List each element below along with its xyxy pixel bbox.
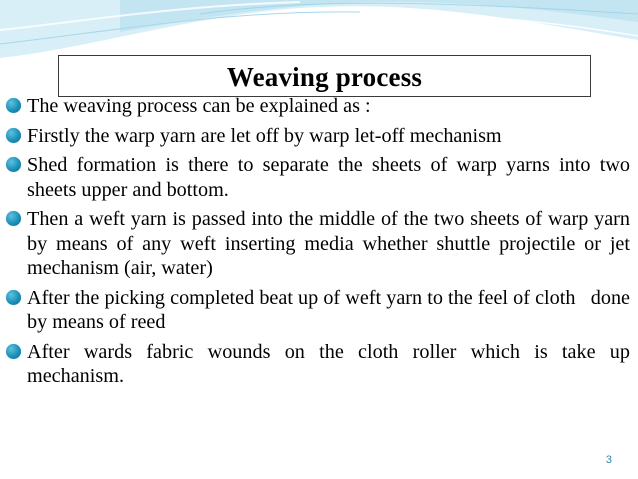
bullet-item — [6, 94, 630, 119]
bullet-dot-icon — [6, 290, 21, 305]
bullet-list — [6, 94, 636, 394]
bullet-dot-icon — [6, 211, 21, 226]
bullet-item — [6, 286, 636, 335]
bullet-text: After wards fabric wounds on the cloth roller which is take up mechanism. — [27, 340, 630, 387]
bullet-dot-icon — [6, 128, 21, 143]
bullet-text: Shed formation is there to separate the sheets of warp yarns into two sheets upper and bottom. — [27, 154, 630, 201]
bullet-item — [6, 207, 630, 281]
bullet-item — [6, 340, 630, 389]
bullet-text: The weaving process can be explained as : — [27, 95, 371, 117]
bullet-text: Then a weft yarn is passed into the middle of the two sheets of warp yarn by means of any weft inserting media whether shuttle projectile or jet mechanism (air, water) — [27, 208, 630, 279]
slide-number: 3 — [605, 454, 612, 466]
bullet-dot-icon — [6, 157, 21, 172]
bullet-dot-icon — [6, 344, 21, 359]
slide-title: Weaving process — [226, 61, 423, 92]
bullet-text: Firstly the warp yarn are let off by warp let-off mechanism — [27, 124, 502, 147]
title-box — [58, 55, 591, 97]
bullet-item — [6, 124, 630, 149]
bullet-dot-icon — [6, 98, 21, 113]
bullet-item — [6, 153, 630, 202]
bullet-text: After the picking completed beat up of weft yarn to the feel of cloth done by means of reed — [27, 286, 636, 333]
